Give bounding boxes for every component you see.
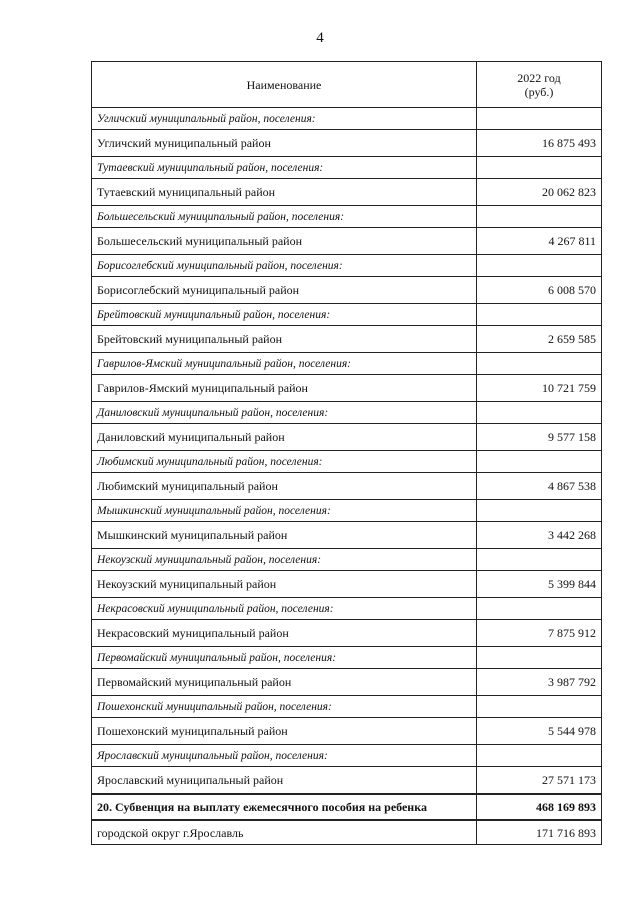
city-label: городской округ г.Ярославль (92, 820, 477, 845)
group-label: Угличский муниципальный район, поселения: (92, 108, 477, 130)
table-row (92, 228, 602, 255)
group-header-row (92, 108, 602, 130)
group-value-empty (477, 500, 602, 522)
table-row (92, 424, 602, 451)
group-value-empty (477, 157, 602, 179)
group-label: Тутаевский муниципальный район, поселения: (92, 157, 477, 179)
row-value: 3 987 792 (477, 669, 602, 696)
column-header-name: Наименование (92, 62, 477, 108)
group-header-row (92, 451, 602, 473)
subvention-value: 468 169 893 (477, 794, 602, 820)
group-value-empty (477, 108, 602, 130)
row-value: 4 867 538 (477, 473, 602, 500)
group-label: Любимский муниципальный район, поселения: (92, 451, 477, 473)
group-header-row (92, 206, 602, 228)
row-value: 27 571 173 (477, 767, 602, 795)
city-value: 171 716 893 (477, 820, 602, 845)
table-row (92, 277, 602, 304)
city-row (92, 820, 602, 845)
row-label: Первомайский муниципальный район (92, 669, 477, 696)
group-value-empty (477, 598, 602, 620)
row-label: Даниловский муниципальный район (92, 424, 477, 451)
subvention-row (92, 794, 602, 820)
table-body (92, 108, 602, 845)
group-value-empty (477, 696, 602, 718)
row-label: Некоузский муниципальный район (92, 571, 477, 598)
group-label: Гаврилов-Ямский муниципальный район, поселения: (92, 353, 477, 375)
group-value-empty (477, 745, 602, 767)
row-value: 3 442 268 (477, 522, 602, 549)
group-header-row (92, 549, 602, 571)
row-value: 5 544 978 (477, 718, 602, 745)
group-header-row (92, 157, 602, 179)
row-value: 20 062 823 (477, 179, 602, 206)
group-value-empty (477, 353, 602, 375)
group-value-empty (477, 206, 602, 228)
row-label: Гаврилов-Ямский муниципальный район (92, 375, 477, 402)
table-row (92, 669, 602, 696)
row-value: 10 721 759 (477, 375, 602, 402)
row-label: Большесельский муниципальный район (92, 228, 477, 255)
column-header-unit: (руб.) (524, 84, 554, 99)
page-number: 4 (316, 30, 324, 46)
table-row (92, 130, 602, 157)
group-label: Даниловский муниципальный район, поселения: (92, 402, 477, 424)
row-label: Некрасовский муниципальный район (92, 620, 477, 647)
group-label: Некоузский муниципальный район, поселения: (92, 549, 477, 571)
group-value-empty (477, 451, 602, 473)
row-value: 2 659 585 (477, 326, 602, 353)
table-row (92, 179, 602, 206)
table-row (92, 767, 602, 795)
group-header-row (92, 402, 602, 424)
row-label: Ярославский муниципальный район (92, 767, 477, 795)
group-header-row (92, 696, 602, 718)
row-value: 16 875 493 (477, 130, 602, 157)
table-header-row (92, 62, 602, 108)
table-row (92, 571, 602, 598)
row-label: Тутаевский муниципальный район (92, 179, 477, 206)
table-row (92, 718, 602, 745)
group-value-empty (477, 402, 602, 424)
group-value-empty (477, 549, 602, 571)
group-label: Некрасовский муниципальный район, поселения: (92, 598, 477, 620)
group-label: Большесельский муниципальный район, поселения: (92, 206, 477, 228)
row-label: Пошехонский муниципальный район (92, 718, 477, 745)
table-row (92, 620, 602, 647)
group-value-empty (477, 304, 602, 326)
table-row (92, 473, 602, 500)
budget-table (91, 61, 602, 845)
row-label: Брейтовский муниципальный район (92, 326, 477, 353)
group-label: Брейтовский муниципальный район, поселения: (92, 304, 477, 326)
group-label: Ярославский муниципальный район, поселения: (92, 745, 477, 767)
row-label: Мышкинский муниципальный район (92, 522, 477, 549)
group-value-empty (477, 255, 602, 277)
subvention-label: 20. Субвенция на выплату ежемесячного пособия на ребенка (92, 794, 477, 820)
row-label: Угличский муниципальный район (92, 130, 477, 157)
group-label: Первомайский муниципальный район, поселения: (92, 647, 477, 669)
row-label: Любимский муниципальный район (92, 473, 477, 500)
group-header-row (92, 745, 602, 767)
group-label: Борисоглебский муниципальный район, поселения: (92, 255, 477, 277)
group-header-row (92, 353, 602, 375)
table-row (92, 522, 602, 549)
group-header-row (92, 500, 602, 522)
group-value-empty (477, 647, 602, 669)
table-row (92, 326, 602, 353)
row-value: 7 875 912 (477, 620, 602, 647)
column-header-year: 2022 год (517, 70, 561, 85)
table-row (92, 375, 602, 402)
group-header-row (92, 598, 602, 620)
group-header-row (92, 647, 602, 669)
column-header-value (477, 62, 602, 108)
group-label: Мышкинский муниципальный район, поселения: (92, 500, 477, 522)
row-value: 5 399 844 (477, 571, 602, 598)
group-label: Пошехонский муниципальный район, поселения: (92, 696, 477, 718)
group-header-row (92, 255, 602, 277)
row-value: 9 577 158 (477, 424, 602, 451)
row-value: 4 267 811 (477, 228, 602, 255)
row-value: 6 008 570 (477, 277, 602, 304)
group-header-row (92, 304, 602, 326)
row-label: Борисоглебский муниципальный район (92, 277, 477, 304)
